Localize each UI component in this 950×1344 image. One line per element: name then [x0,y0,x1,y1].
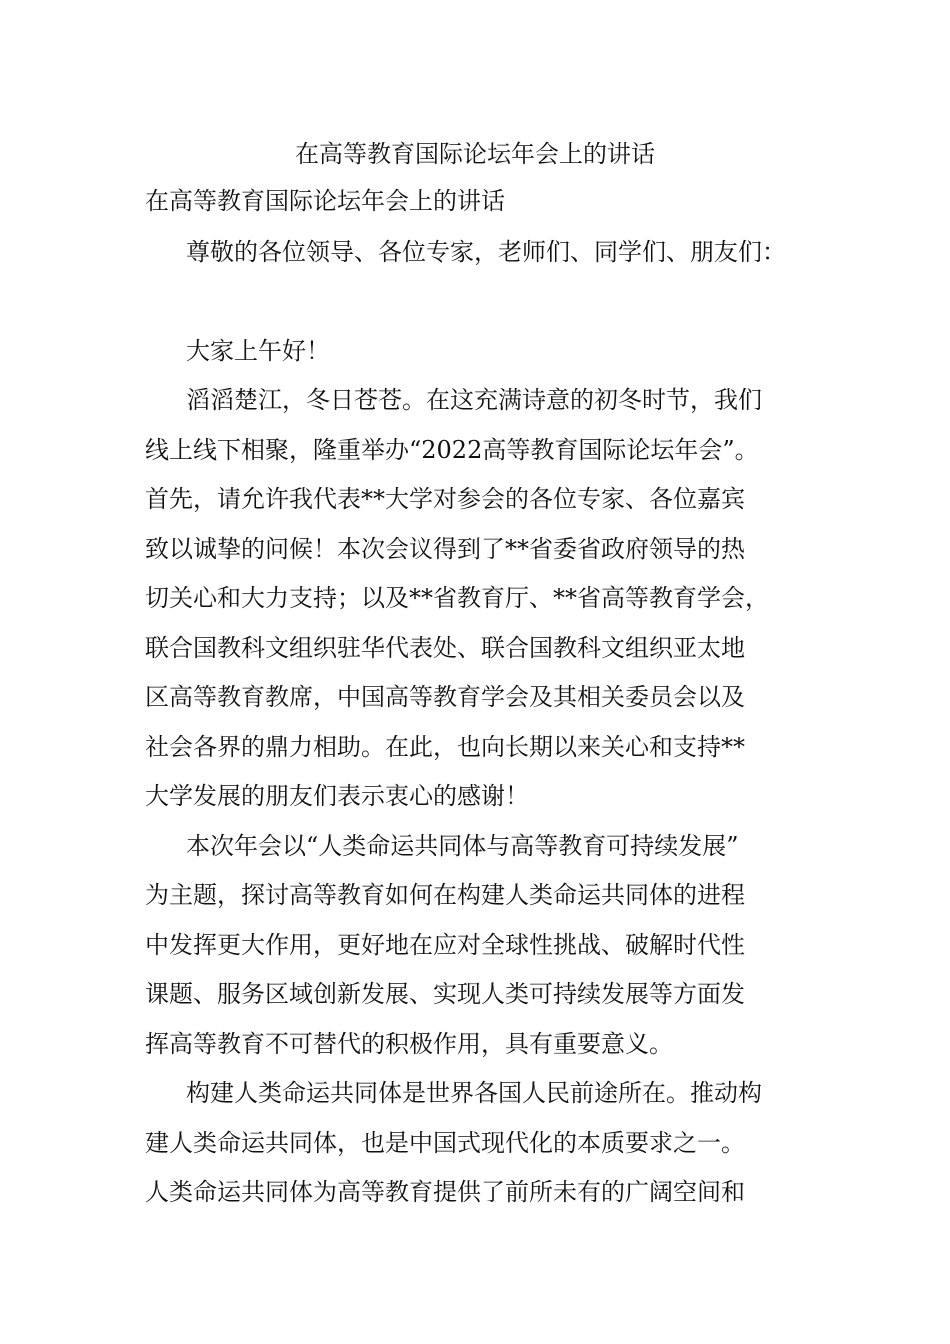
paragraph-3-line-1: 构建人类命运共同体是世界各国人民前途所在。推动构 [186,1079,762,1107]
paragraph-2-line-4: 课题、服务区域创新发展、实现人类可持续发展等方面发 [145,980,745,1008]
salutation: 尊敬的各位领导、各位专家，老师们、同学们、朋友们： [186,238,786,266]
paragraph-1-line-4: 致以诚挚的问候！本次会议得到了**省委省政府领导的热 [145,535,745,563]
paragraph-1-line-9: 大学发展的朋友们表示衷心的感谢！ [145,782,529,810]
paragraph-1-line-6: 联合国教科文组织驻华代表处、联合国教科文组织亚太地 [145,634,745,662]
paragraph-3-line-3: 人类命运共同体为高等教育提供了前所未有的广阔空间和 [145,1178,745,1206]
greeting: 大家上午好！ [186,337,330,365]
document-subtitle: 在高等教育国际论坛年会上的讲话 [145,187,505,215]
paragraph-1-line-3: 首先，请允许我代表**大学对参会的各位专家、各位嘉宾 [145,485,745,513]
paragraph-2-line-1: 本次年会以“人类命运共同体与高等教育可持续发展” [186,832,739,860]
document-title: 在高等教育国际论坛年会上的讲话 [295,140,655,168]
paragraph-3-line-2: 建人类命运共同体，也是中国式现代化的本质要求之一。 [145,1129,745,1157]
paragraph-2-line-2: 为主题，探讨高等教育如何在构建人类命运共同体的进程 [145,881,745,909]
paragraph-1-line-2: 线上线下相聚，隆重举办“2022高等教育国际论坛年会”。 [145,436,759,464]
paragraph-1-line-8: 社会各界的鼎力相助。在此，也向长期以来关心和支持** [145,733,745,761]
paragraph-1-line-5: 切关心和大力支持；以及**省教育厅、**省高等教育学会， [145,584,769,612]
paragraph-1-line-1: 滔滔楚江，冬日苍苍。在这充满诗意的初冬时节，我们 [186,386,762,414]
paragraph-2-line-5: 挥高等教育不可替代的积极作用，具有重要意义。 [145,1030,673,1058]
paragraph-1-line-7: 区高等教育教席，中国高等教育学会及其相关委员会以及 [145,683,745,711]
paragraph-2-line-3: 中发挥更大作用，更好地在应对全球性挑战、破解时代性 [145,931,745,959]
